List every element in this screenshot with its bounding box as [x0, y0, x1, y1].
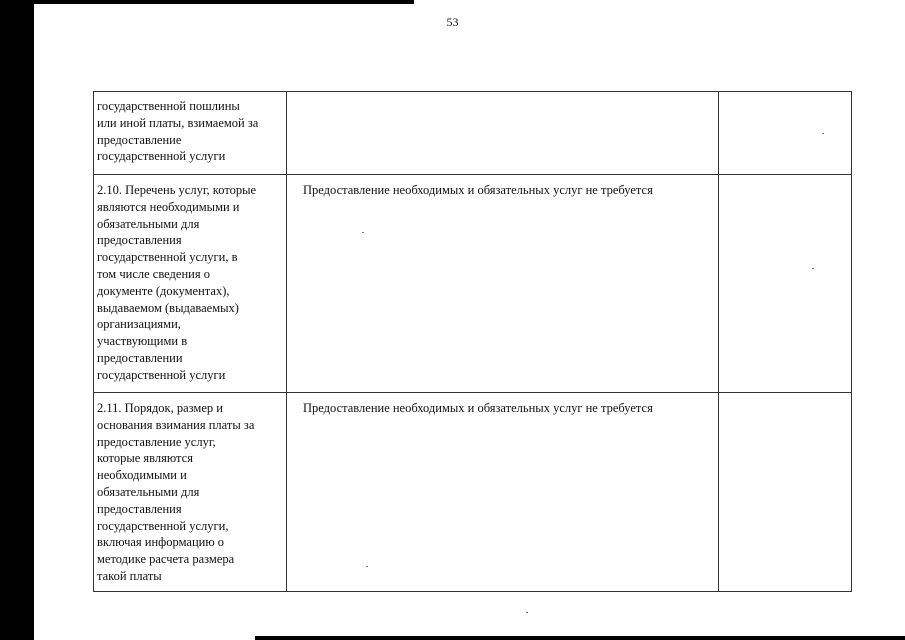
scan-border-left [0, 0, 34, 640]
scan-speck [366, 566, 368, 567]
page-number: 53 [446, 15, 459, 29]
services-table [93, 91, 852, 592]
scan-speck [526, 612, 528, 613]
table-row [94, 393, 852, 592]
row-description-cell: Предоставление необходимых и обязательных услуг не требуется [287, 175, 719, 393]
scan-speck [822, 133, 824, 134]
row-note-cell [719, 175, 852, 393]
row-note-cell [719, 393, 852, 592]
row-title-cell: государственной пошлины или иной платы, взимаемой за предоставление государственной услуги [94, 92, 287, 175]
row-title-cell: 2.10. Перечень услуг, которые являются необходимыми и обязательными для предоставления государственной услуги, в том числе сведения о документе (документах), выдаваемом (выдаваемых) организациями, участвующими в предоставлении государственной услуги [94, 175, 287, 393]
row-description-cell [287, 92, 719, 175]
scan-speck [362, 232, 364, 233]
row-note-cell [719, 92, 852, 175]
scan-border-bottom [255, 636, 905, 640]
scan-border-top [34, 0, 414, 4]
row-title-cell: 2.11. Порядок, размер и основания взимания платы за предоставление услуг, которые являются необходимыми и обязательными для предоставления государственной услуги, включая информацию о методике расчета размера такой платы [94, 393, 287, 592]
scan-speck [812, 268, 814, 269]
table-row [94, 92, 852, 175]
row-description-cell: Предоставление необходимых и обязательных услуг не требуется [287, 393, 719, 592]
table-row [94, 175, 852, 393]
